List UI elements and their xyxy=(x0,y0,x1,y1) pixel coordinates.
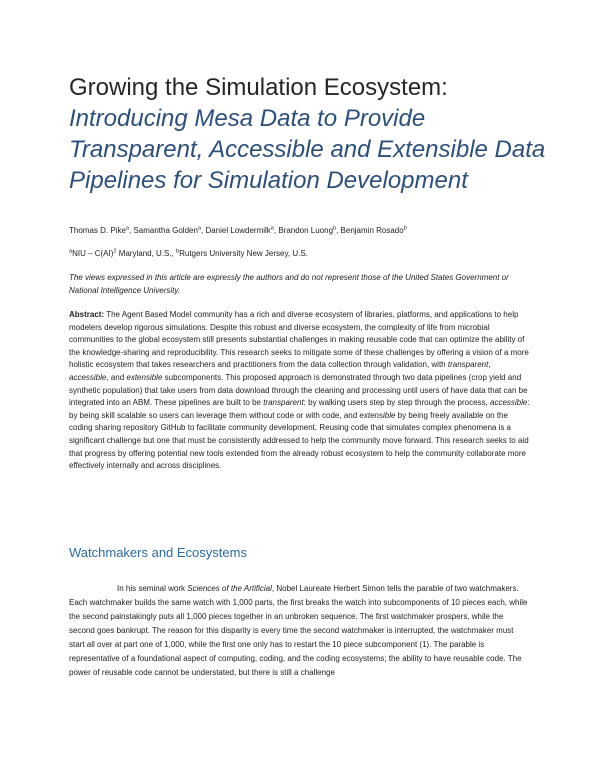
affil-b-text: Rutgers University New Jersey, U.S. xyxy=(179,249,308,258)
abstract-term: extensible xyxy=(126,372,163,382)
author-name: Daniel Lowdermilk xyxy=(205,226,271,235)
affil-sup-b: b xyxy=(176,248,180,255)
title-line-1: Growing the Simulation Ecosystem: xyxy=(69,74,448,101)
abstract-sep: , xyxy=(488,360,491,370)
author-sup: a xyxy=(270,225,274,232)
abstract-term: extensible xyxy=(359,410,396,420)
title-block xyxy=(69,72,549,196)
abstract-term: accessible xyxy=(69,372,107,382)
author-sup: b xyxy=(403,225,407,232)
abstract xyxy=(69,309,531,473)
affil-a-text: NIU – C(AI) xyxy=(72,249,114,258)
body-text: In his seminal work xyxy=(117,584,188,593)
abstract-text: by being freely available on the coding sharing repository GitHub to facilitate community development. Reusing code that simulates complex phenomena is a significant challenge but one that must be consistently addressed to help the community move forward. This research seeks to aid that progress by offering potential new tools extended from the already robust ecosystem to help the community collaborate more effectively internally and across disciplines. xyxy=(69,410,529,471)
affil-a-rest: Maryland, U.S., xyxy=(116,249,177,258)
author-name: Samantha Golden xyxy=(133,226,198,235)
abstract-term: transparent xyxy=(447,360,489,370)
title-line-2: Introducing Mesa Data to Provide xyxy=(69,105,426,132)
section-heading: Watchmakers and Ecosystems xyxy=(69,545,247,560)
book-title: Sciences of the Artificial xyxy=(187,584,272,593)
abstract-term: accessible xyxy=(490,398,528,408)
affil-sup-a: a xyxy=(69,248,73,255)
abstract-label: Abstract: xyxy=(69,310,105,319)
abstract-sep: , and xyxy=(106,372,127,382)
abstract-text: : by being skill scalable so users can leverage them without code or with code, and xyxy=(69,398,530,420)
abstract-text: The Agent Based Model community has a rich and diverse ecosystem of libraries, platforms, and applications to help modelers develop rigorous simulations. Despite this robust and diverse ecosystem, the complexity of life from microbial communities to the global ecosystem still presents substantial challenges in making reusable code that can optimize the ability of the knowledge-sharing and reproducibility. This research seeks to mitigate some of these challenges by offering a vision of a more holistic ecosystem that takes researchers and practitioners from the data collection through validation, with xyxy=(69,310,529,370)
affiliations xyxy=(69,249,308,258)
author-name: Benjamin Rosado xyxy=(340,226,404,235)
author-name: Thomas D. Pike xyxy=(69,226,126,235)
abstract-term: transparent xyxy=(263,398,304,408)
disclaimer: The views expressed in this article are expressly the authors and do not represent those of the United States Government or National Intelligence University. xyxy=(69,273,509,295)
abstract-text: subcomponents. This proposed approach is demonstrated through two data pipelines (crop yield and synthetic population) that take users from data download through the cleaning and processing until users of have data that can be integrated into an ABM. These pipelines are built to be xyxy=(69,372,528,408)
abstract-text: : by walking users step by step through the process, xyxy=(303,398,490,408)
body-paragraph xyxy=(69,582,531,680)
author-sup: a xyxy=(197,225,201,232)
title-line-3: Transparent, Accessible and Extensible Data xyxy=(69,136,546,163)
author-sup: b xyxy=(333,225,337,232)
title-line-4: Pipelines for Simulation Development xyxy=(69,167,468,194)
affil-sup-2: 2 xyxy=(113,248,117,255)
body-text: , Nobel Laureate Herbert Simon tells the parable of two watchmakers. Each watchmaker builds the same watch with 1,000 parts, the first breaks the watch into subcomponents of 10 pieces each, while the second painstakingly puts all 1,000 pieces together in an unbroken sequence. The first watchmaker prospers, while the second goes bankrupt. The reason for this disparity is every time the second watchmaker is interrupted, the watchmaker must start all over at part one of 1,000, while the first one only has to restart the 10 piece subcomponent (1). The parable is representative of a foundational aspect of computing, coding, and the coding ecosystems; the ability to have reusable code. The power of reusable code cannot be understated, but there is still a challenge xyxy=(69,584,528,677)
author-list: Thomas D. Pike$^a$, Samantha Golden$^a$, Daniel Lowdermilk$^a$, Brandon Luong$^b$, Benjamin Rosado$^b$ xyxy=(69,225,407,235)
author-sup: a xyxy=(125,225,129,232)
author-name: Brandon Luong xyxy=(278,226,334,235)
